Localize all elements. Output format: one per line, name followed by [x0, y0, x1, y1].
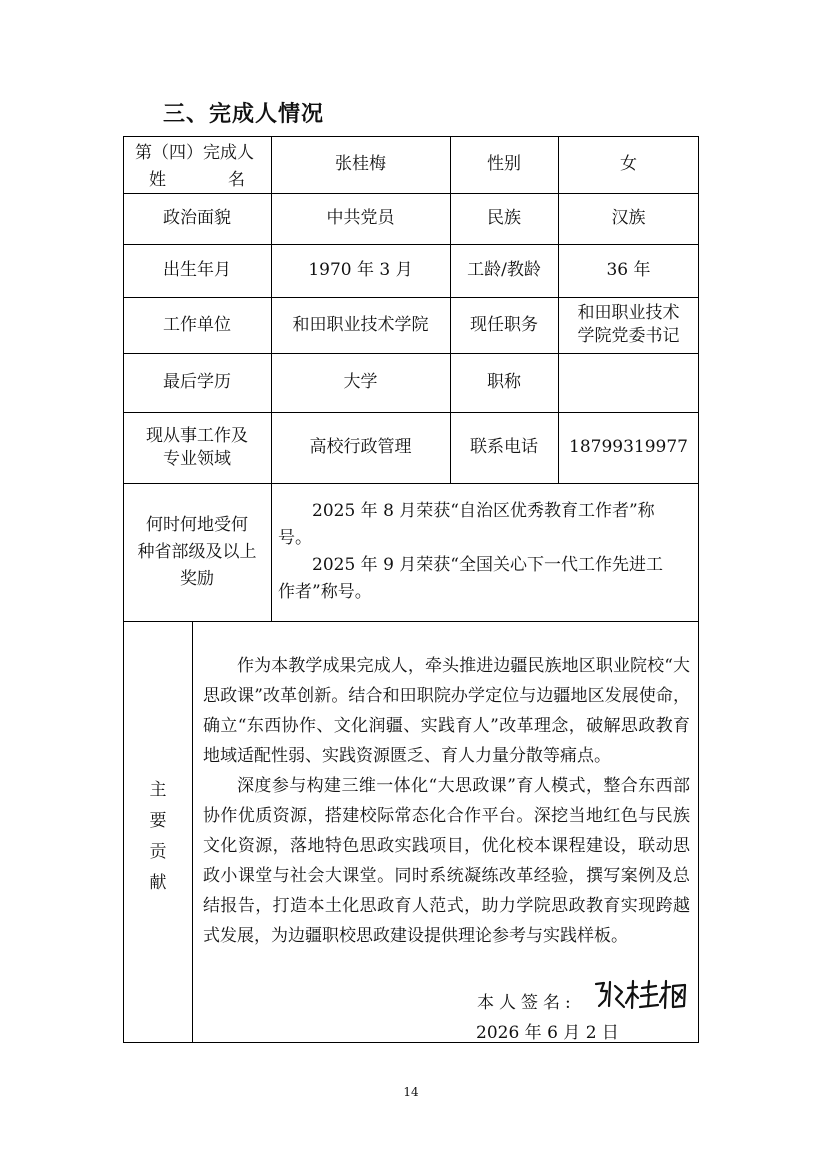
contribution-label-char: 要 [149, 811, 167, 831]
contribution-paragraph: 作为本教学成果完成人，牵头推进边疆民族地区职业院校“大思政课”改革创新。结合和田职院办学定位与边疆地区发展使命，确立“东西协作、文化润疆、实践育人”改革理念，破解思政教育地域适配性弱、实践资源匮乏、育人力量分散等痛点。 [203, 656, 690, 766]
name-label-char1: 姓 [149, 170, 166, 190]
education-label: 最后学历 [163, 372, 231, 392]
gender-value: 女 [620, 154, 637, 174]
section-title: 三、完成人情况 [163, 102, 325, 127]
contribution-label-char: 主 [149, 780, 167, 800]
politics-value: 中共党员 [326, 208, 395, 228]
contribution-label [140, 775, 176, 899]
title-label: 职称 [487, 372, 521, 392]
awards-label-line3: 奖励 [180, 568, 214, 589]
contribution-paragraph: 深度参与构建三维一体化“大思政课”育人模式，整合东西部协作优质资源，搭建校际常态化合作平台。深挖当地红色与民族文化资源，落地特色思政实践项目，优化校本课程建设，联动思政小课堂与社会大课堂。同时系统凝练改革经验，撰写案例及总结报告，打造本土化思政育人范式，助力学院思政教育实现跨越式发展，为边疆职校思政建设提供理论参考与实践样板。 [203, 776, 690, 946]
award-item: 2025 年 9 月荣获“全国关心下一代工作先进工作者”称号。 [278, 555, 663, 602]
field-label-line1: 现从事工作及 [146, 425, 248, 446]
education-value: 大学 [343, 372, 378, 392]
awards-label [123, 483, 271, 621]
birth-value: 1970 年 3 月 [308, 260, 413, 280]
position-value-line1: 和田职业技术 [577, 303, 680, 323]
awards-label-line1: 何时何地受何 [146, 514, 248, 535]
field-label [123, 412, 271, 483]
award-item: 2025 年 8 月荣获“自治区优秀教育工作者”称号。 [278, 501, 655, 548]
contribution-text [203, 651, 690, 951]
signature-date: 2026 年 6 月 2 日 [476, 1023, 619, 1043]
ethnicity-value: 汉族 [611, 208, 646, 228]
position-label: 现任职务 [470, 314, 538, 335]
gender-label: 性别 [487, 154, 521, 174]
col-divider [192, 621, 193, 1043]
position-value [558, 297, 699, 353]
field-label-line2: 专业领域 [163, 448, 231, 469]
phone-label: 联系电话 [470, 437, 538, 457]
field-value: 高校行政管理 [309, 437, 412, 457]
contribution-label-char: 贡 [149, 842, 167, 862]
awards-label-line2: 种省部级及以上 [137, 541, 257, 562]
ethnicity-label: 民族 [487, 208, 521, 228]
name-label-char2: 名 [228, 170, 245, 190]
birth-label: 出生年月 [163, 260, 231, 280]
work-years-label: 工龄/教龄 [467, 260, 541, 280]
name-label-line1: 第（四）完成人 [135, 143, 254, 163]
employer-value: 和田职业技术学院 [292, 314, 429, 335]
handwritten-signature [590, 976, 690, 1014]
signature-label: 本人签名: [477, 993, 576, 1013]
row-divider [123, 621, 699, 622]
position-value-line2: 学院党委书记 [577, 326, 680, 346]
work-years-value: 36 年 [606, 260, 651, 280]
contribution-label-char: 献 [149, 873, 167, 893]
politics-label: 政治面貌 [163, 208, 231, 228]
title-value [558, 353, 699, 412]
phone-value: 18799319977 [569, 437, 688, 457]
awards-text [278, 498, 678, 606]
employer-label: 工作单位 [163, 314, 231, 335]
name-value: 张桂梅 [335, 154, 386, 174]
page-number: 14 [403, 1085, 419, 1099]
